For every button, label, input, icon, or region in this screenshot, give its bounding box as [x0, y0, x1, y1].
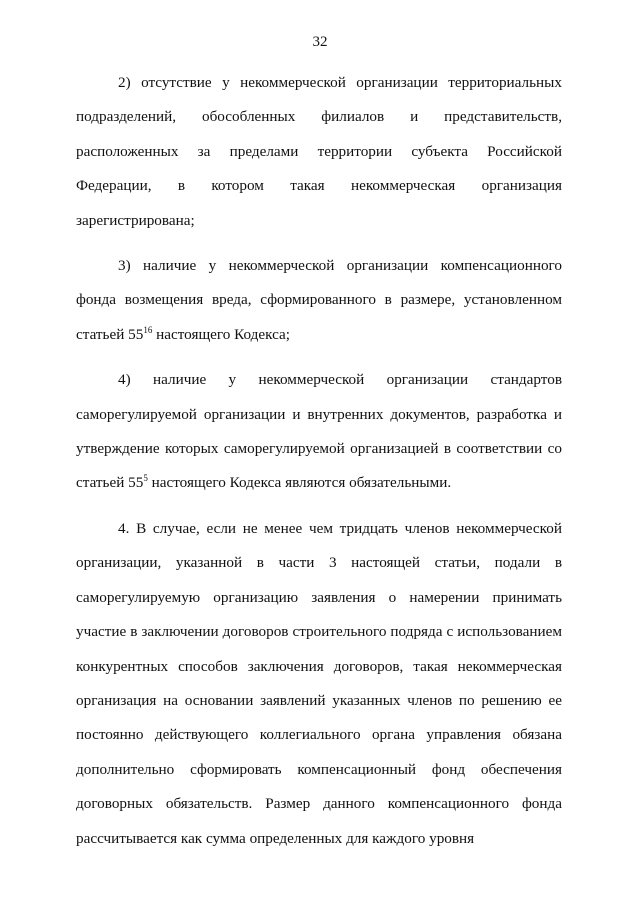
paragraph-text: 2) отсутствие у некоммерческой организации территориальных подразделений, обособленных филиалов и представительств, расположенных за пределами территории субъекта Российской Федерации, в котором такая некоммерческая организация зарегистрирована; — [76, 74, 562, 229]
paragraph-text: настоящего Кодекса; — [152, 325, 291, 343]
superscript-article-number: 16 — [143, 324, 153, 335]
paragraph — [76, 363, 562, 501]
paragraph — [76, 66, 562, 238]
paragraph-text: 4. В случае, если не менее чем тридцать членов некоммерческой организации, указанной в части 3 настоящей статьи, подали в саморегулируемую организацию заявления о намерении принимать участие в заключении договоров строительного подряда с использованием конкурентных способов заключения договоров, такая некоммерческая организация на основании заявлений указанных членов по решению ее постоянно действующего коллегиального органа управления обязана дополнительно сформировать компенсационный фонд обеспечения договорных обязательств. Размер данного компенсационного фонда рассчитывается как сумма определенных для каждого уровня — [76, 519, 562, 847]
page-number: 32 — [312, 34, 328, 50]
paragraph-text: 3) наличие у некоммерческой организации компенсационного фонда возмещения вреда, сформированного в размере, установленном статьей 55 — [76, 257, 562, 343]
paragraph — [76, 249, 562, 352]
superscript-article-number: 5 — [143, 473, 148, 484]
document-body — [76, 66, 562, 867]
paragraph-text: 4) наличие у некоммерческой организации стандартов саморегулируемой организации и внутренних документов, разработка и утверждение которых саморегулируемой организацией в соответствии со статьей 55 — [76, 371, 562, 492]
paragraph-text: настоящего Кодекса являются обязательными. — [147, 474, 452, 492]
paragraph — [76, 512, 562, 856]
